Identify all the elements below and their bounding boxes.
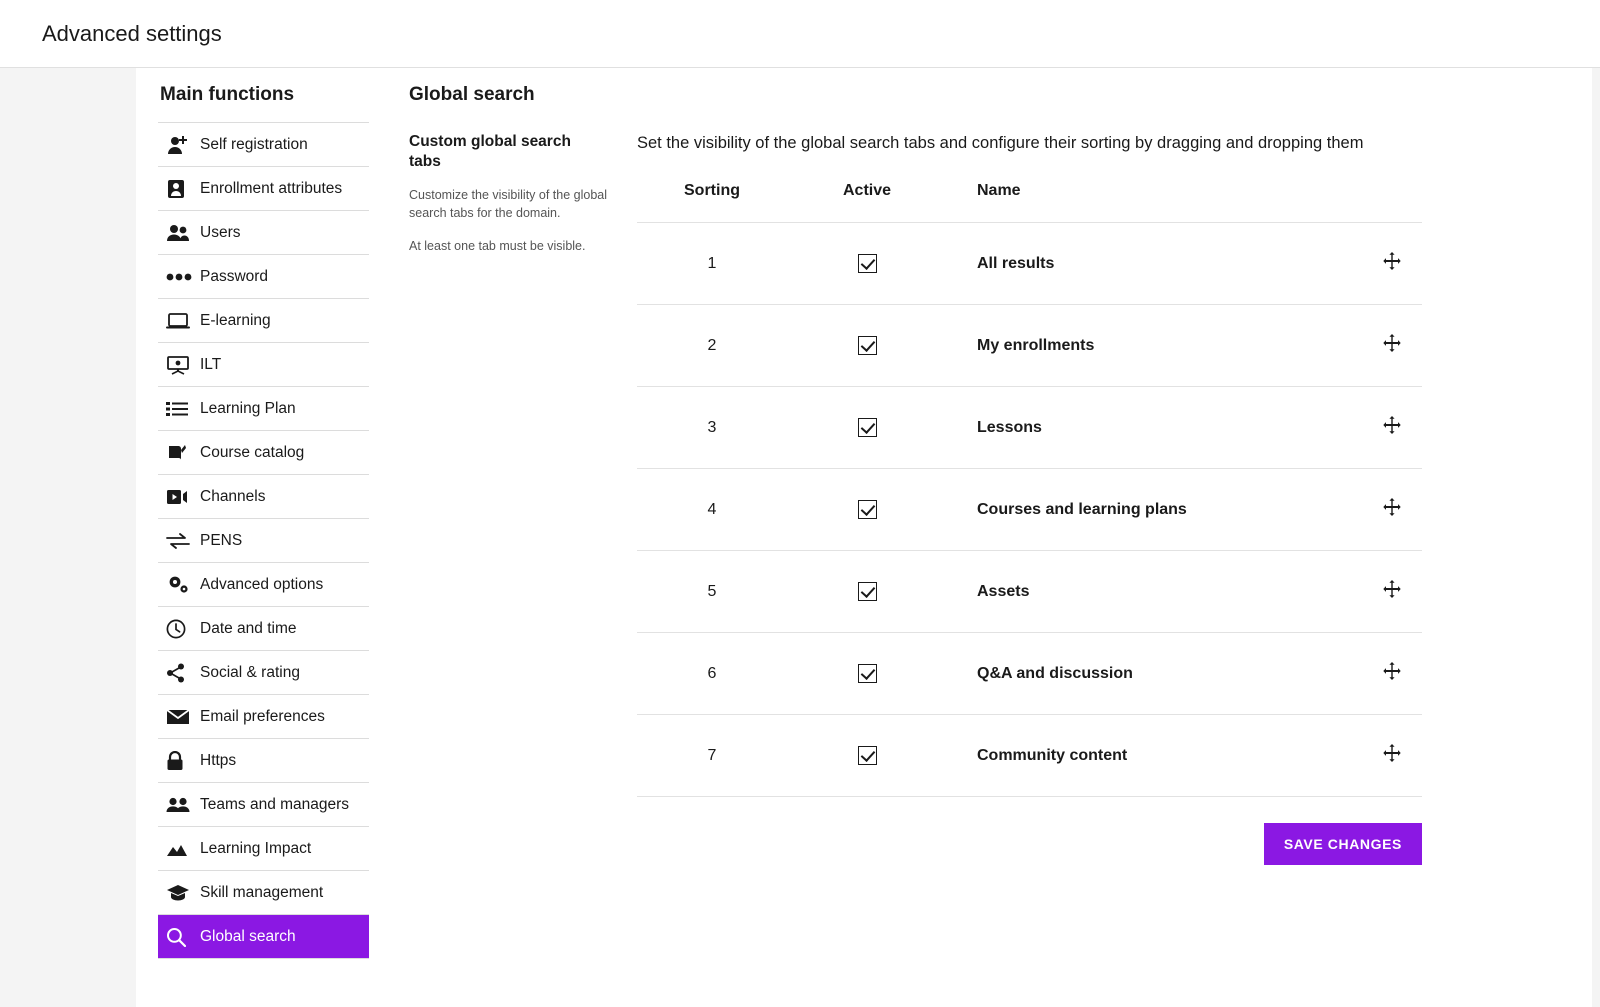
lock-icon — [166, 751, 200, 771]
drag-handle-icon[interactable] — [1382, 415, 1402, 435]
row-name-value: My enrollments — [947, 305, 1362, 387]
exchange-icon — [166, 533, 200, 549]
row-sorting-value: 4 — [637, 469, 787, 551]
description-column — [401, 132, 637, 865]
drag-handle-icon[interactable] — [1382, 743, 1402, 763]
table-row — [637, 633, 1422, 715]
active-checkbox[interactable] — [858, 418, 877, 437]
sidebar-item-label: PENS — [200, 531, 243, 549]
sidebar — [136, 68, 391, 1007]
sidebar-item-label: Date and time — [200, 619, 297, 637]
row-sorting-value: 1 — [637, 223, 787, 305]
sidebar-item-label: Users — [200, 223, 241, 241]
laptop-icon — [166, 312, 200, 330]
envelope-icon — [166, 709, 200, 725]
projector-icon — [166, 355, 200, 375]
save-changes-button[interactable]: SAVE CHANGES — [1264, 823, 1422, 865]
user-card-icon — [166, 179, 200, 199]
row-drag-cell — [1362, 387, 1422, 469]
table-row — [637, 305, 1422, 387]
row-sorting-value: 2 — [637, 305, 787, 387]
drag-handle-icon[interactable] — [1382, 251, 1402, 271]
sidebar-item-label: Learning Impact — [200, 839, 312, 857]
page-header — [0, 0, 1600, 68]
description-paragraph-1: Customize the visibility of the global search tabs for the domain. — [409, 188, 608, 221]
sidebar-item-label: Global search — [200, 927, 296, 945]
table-row — [637, 469, 1422, 551]
main-columns — [401, 132, 1592, 865]
sidebar-item-skill-management[interactable] — [158, 871, 369, 915]
column-header-active: Active — [842, 182, 892, 200]
row-active-cell — [787, 469, 947, 551]
row-name-value: All results — [947, 223, 1362, 305]
drag-handle-icon[interactable] — [1382, 579, 1402, 599]
active-checkbox[interactable] — [858, 746, 877, 765]
sidebar-item-label: Https — [200, 751, 237, 769]
graduation-cap-icon — [166, 884, 200, 902]
sidebar-item-social-rating[interactable] — [158, 651, 369, 695]
row-drag-cell — [1362, 305, 1422, 387]
sidebar-item-advanced-options[interactable] — [158, 563, 369, 607]
sidebar-nav-list — [158, 122, 369, 959]
row-active-cell — [787, 633, 947, 715]
sidebar-item-self-registration[interactable] — [158, 123, 369, 167]
video-icon — [166, 488, 200, 506]
row-drag-cell — [1362, 633, 1422, 715]
main-title: Global search — [409, 84, 535, 105]
row-drag-cell — [1362, 469, 1422, 551]
team-icon — [166, 797, 200, 813]
sidebar-item-enrollment-attributes[interactable] — [158, 167, 369, 211]
sidebar-item-label: ILT — [200, 355, 222, 373]
sidebar-item-label: E-learning — [200, 311, 271, 329]
active-checkbox[interactable] — [858, 254, 877, 273]
table-row — [637, 551, 1422, 633]
sidebar-item-pens[interactable] — [158, 519, 369, 563]
page-title: Advanced settings — [42, 20, 222, 46]
sidebar-item-learning-plan[interactable] — [158, 387, 369, 431]
sidebar-item-label: Advanced options — [200, 575, 324, 593]
row-name-value: Lessons — [947, 387, 1362, 469]
row-drag-cell — [1362, 223, 1422, 305]
search-icon — [166, 927, 200, 947]
column-header-sorting: Sorting — [684, 182, 740, 200]
chart-icon — [166, 841, 200, 857]
sidebar-item-course-catalog[interactable] — [158, 431, 369, 475]
body-wrapper — [0, 68, 1600, 1007]
sidebar-item-label: Enrollment attributes — [200, 179, 343, 197]
sidebar-item-label: Teams and managers — [200, 795, 350, 813]
user-add-icon — [166, 135, 200, 155]
active-checkbox[interactable] — [858, 336, 877, 355]
sidebar-item-https[interactable] — [158, 739, 369, 783]
sidebar-item-ilt[interactable] — [158, 343, 369, 387]
row-active-cell — [787, 387, 947, 469]
row-sorting-value: 7 — [637, 715, 787, 797]
main-panel — [391, 68, 1592, 1007]
row-name-value: Assets — [947, 551, 1362, 633]
row-active-cell — [787, 223, 947, 305]
users-icon — [166, 224, 200, 242]
table-row — [637, 387, 1422, 469]
row-name-value: Community content — [947, 715, 1362, 797]
share-icon — [166, 663, 200, 683]
sidebar-item-label: Channels — [200, 487, 266, 505]
row-sorting-value: 6 — [637, 633, 787, 715]
sidebar-item-label: Self registration — [200, 135, 308, 153]
active-checkbox[interactable] — [858, 664, 877, 683]
sidebar-item-learning-impact[interactable] — [158, 827, 369, 871]
content-area — [136, 68, 1600, 1007]
right-edge — [1592, 68, 1600, 1007]
row-drag-cell — [1362, 715, 1422, 797]
sidebar-item-label: Social & rating — [200, 663, 300, 681]
column-header-name: Name — [977, 182, 1021, 200]
dots-icon — [166, 273, 200, 281]
sidebar-item-email-preferences[interactable] — [158, 695, 369, 739]
sidebar-item-label: Email preferences — [200, 707, 325, 725]
sidebar-item-label: Password — [200, 267, 269, 285]
sidebar-title: Main functions — [160, 84, 295, 105]
row-active-cell — [787, 305, 947, 387]
save-row — [637, 823, 1422, 865]
book-icon — [166, 444, 200, 462]
row-sorting-value: 5 — [637, 551, 787, 633]
sidebar-item-teams-and-managers[interactable] — [158, 783, 369, 827]
gears-icon — [166, 575, 200, 595]
table-header-row — [637, 182, 1422, 223]
table-intro-text: Set the visibility of the global search tabs and configure their sorting by dragging and dropping them — [637, 134, 1364, 152]
list-icon — [166, 401, 200, 417]
description-paragraph-2: At least one tab must be visible. — [409, 238, 586, 253]
global-search-tabs-table — [637, 182, 1422, 797]
drag-handle-icon[interactable] — [1382, 661, 1402, 681]
active-checkbox[interactable] — [858, 582, 877, 601]
left-gutter — [0, 68, 136, 1007]
sidebar-item-label: Course catalog — [200, 443, 305, 461]
sidebar-item-users[interactable] — [158, 211, 369, 255]
row-active-cell — [787, 715, 947, 797]
sidebar-item-global-search[interactable] — [158, 915, 369, 959]
table-row — [637, 223, 1422, 305]
sidebar-item-channels[interactable] — [158, 475, 369, 519]
sidebar-item-label: Skill management — [200, 883, 324, 901]
column-header-drag — [1362, 182, 1422, 223]
row-sorting-value: 3 — [637, 387, 787, 469]
sidebar-item-password[interactable] — [158, 255, 369, 299]
row-drag-cell — [1362, 551, 1422, 633]
drag-handle-icon[interactable] — [1382, 497, 1402, 517]
row-name-value: Courses and learning plans — [947, 469, 1362, 551]
drag-handle-icon[interactable] — [1382, 333, 1402, 353]
sidebar-item-date-and-time[interactable] — [158, 607, 369, 651]
clock-icon — [166, 619, 200, 639]
sidebar-item-e-learning[interactable] — [158, 299, 369, 343]
description-heading: Custom global search tabs — [409, 133, 571, 171]
row-active-cell — [787, 551, 947, 633]
table-row — [637, 715, 1422, 797]
row-name-value: Q&A and discussion — [947, 633, 1362, 715]
table-column — [637, 132, 1592, 865]
active-checkbox[interactable] — [858, 500, 877, 519]
sidebar-item-label: Learning Plan — [200, 399, 296, 417]
